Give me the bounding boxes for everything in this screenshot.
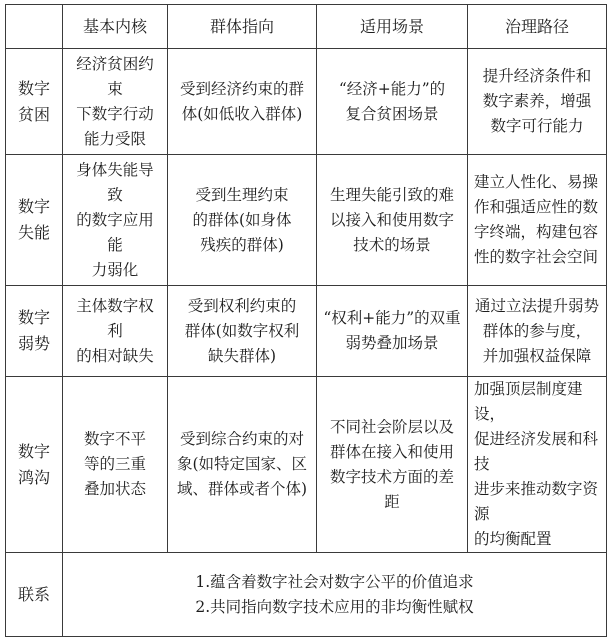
core-cell (63, 377, 168, 553)
path-text: 提升经济条件和 数字素养，增强 数字可行能力 (482, 67, 592, 135)
path-text: 加强顶层制度建设， 促进经济发展和科技 进步来推动数字资源 的均衡配置 (474, 380, 599, 548)
row-concept (6, 155, 63, 286)
footer-content-cell (63, 553, 607, 637)
core-cell (63, 286, 168, 377)
header-group: 群体指向 (168, 5, 317, 49)
header-scene: 适用场景 (317, 5, 468, 49)
scene-cell (317, 286, 468, 377)
footer-line: 2.共同指向数字技术应用的非均衡性赋权 (195, 597, 474, 616)
table-row (6, 377, 607, 553)
header-row (6, 5, 607, 49)
group-text: 受到权利约束的 群体(如数字权利 缺失群体) (184, 296, 300, 365)
group-cell (168, 286, 317, 377)
path-cell (468, 286, 607, 377)
path-cell (468, 49, 607, 155)
row-concept (6, 286, 63, 377)
row-concept (6, 49, 63, 155)
scene-cell (317, 155, 468, 286)
comparison-table (5, 4, 607, 637)
footer-label-cell (6, 553, 63, 637)
core-text: 身体失能导致 的数字应用能 力弱化 (76, 160, 154, 279)
concept-label: 数字 贫困 (17, 78, 50, 124)
core-cell (63, 155, 168, 286)
footer-row (6, 553, 607, 637)
core-text: 经济贫困约束 下数字行动 能力受限 (76, 54, 154, 148)
group-cell (168, 155, 317, 286)
group-text: 受到经济约束的群 体(如低收入群体) (179, 79, 304, 123)
group-cell (168, 377, 317, 553)
footer-line: 1.蕴含着数字社会对数字公平的价值追求 (195, 572, 474, 591)
header-path: 治理路径 (468, 5, 607, 49)
footer-label: 联系 (17, 584, 50, 604)
path-text: 建立人性化、易操 作和强适应性的数 字终端，构建包容 性的数字社会空间 (474, 173, 599, 266)
scene-cell (317, 49, 468, 155)
core-text: 数字不平 等的三重 叠加状态 (83, 430, 146, 498)
table-row (6, 49, 607, 155)
scene-text: “权利+能力”的双重 弱势叠加场景 (323, 309, 461, 352)
scene-cell (317, 377, 468, 553)
path-cell (468, 155, 607, 286)
concept-label: 数字 弱势 (17, 308, 50, 353)
table-row (6, 286, 607, 377)
header-corner (6, 5, 63, 49)
header-core: 基本内核 (63, 5, 168, 49)
concept-label: 数字 失能 (17, 197, 50, 242)
group-text: 受到生理约束 的群体(如身体 残疾的群体) (192, 185, 292, 254)
path-cell (468, 377, 607, 553)
core-cell (63, 49, 168, 155)
table-row (6, 155, 607, 286)
scene-text: 不同社会阶层以及 群体在接入和使用 数字技术方面的差距 (329, 417, 454, 511)
group-text: 受到综合约束的对 象(如特定国家、区 域、群体或者个体) (176, 430, 308, 498)
core-text: 主体数字权利 的相对缺失 (76, 296, 154, 365)
row-concept (6, 377, 63, 553)
scene-text: 生理失能引致的难 以接入和使用数字 技术的场景 (329, 185, 454, 254)
scene-text: “经济+能力”的 复合贫困场景 (338, 79, 446, 123)
group-cell (168, 49, 317, 155)
path-text: 通过立法提升弱势 群体的参与度， 并加强权益保障 (474, 296, 599, 365)
concept-label: 数字 鸿沟 (17, 441, 50, 487)
